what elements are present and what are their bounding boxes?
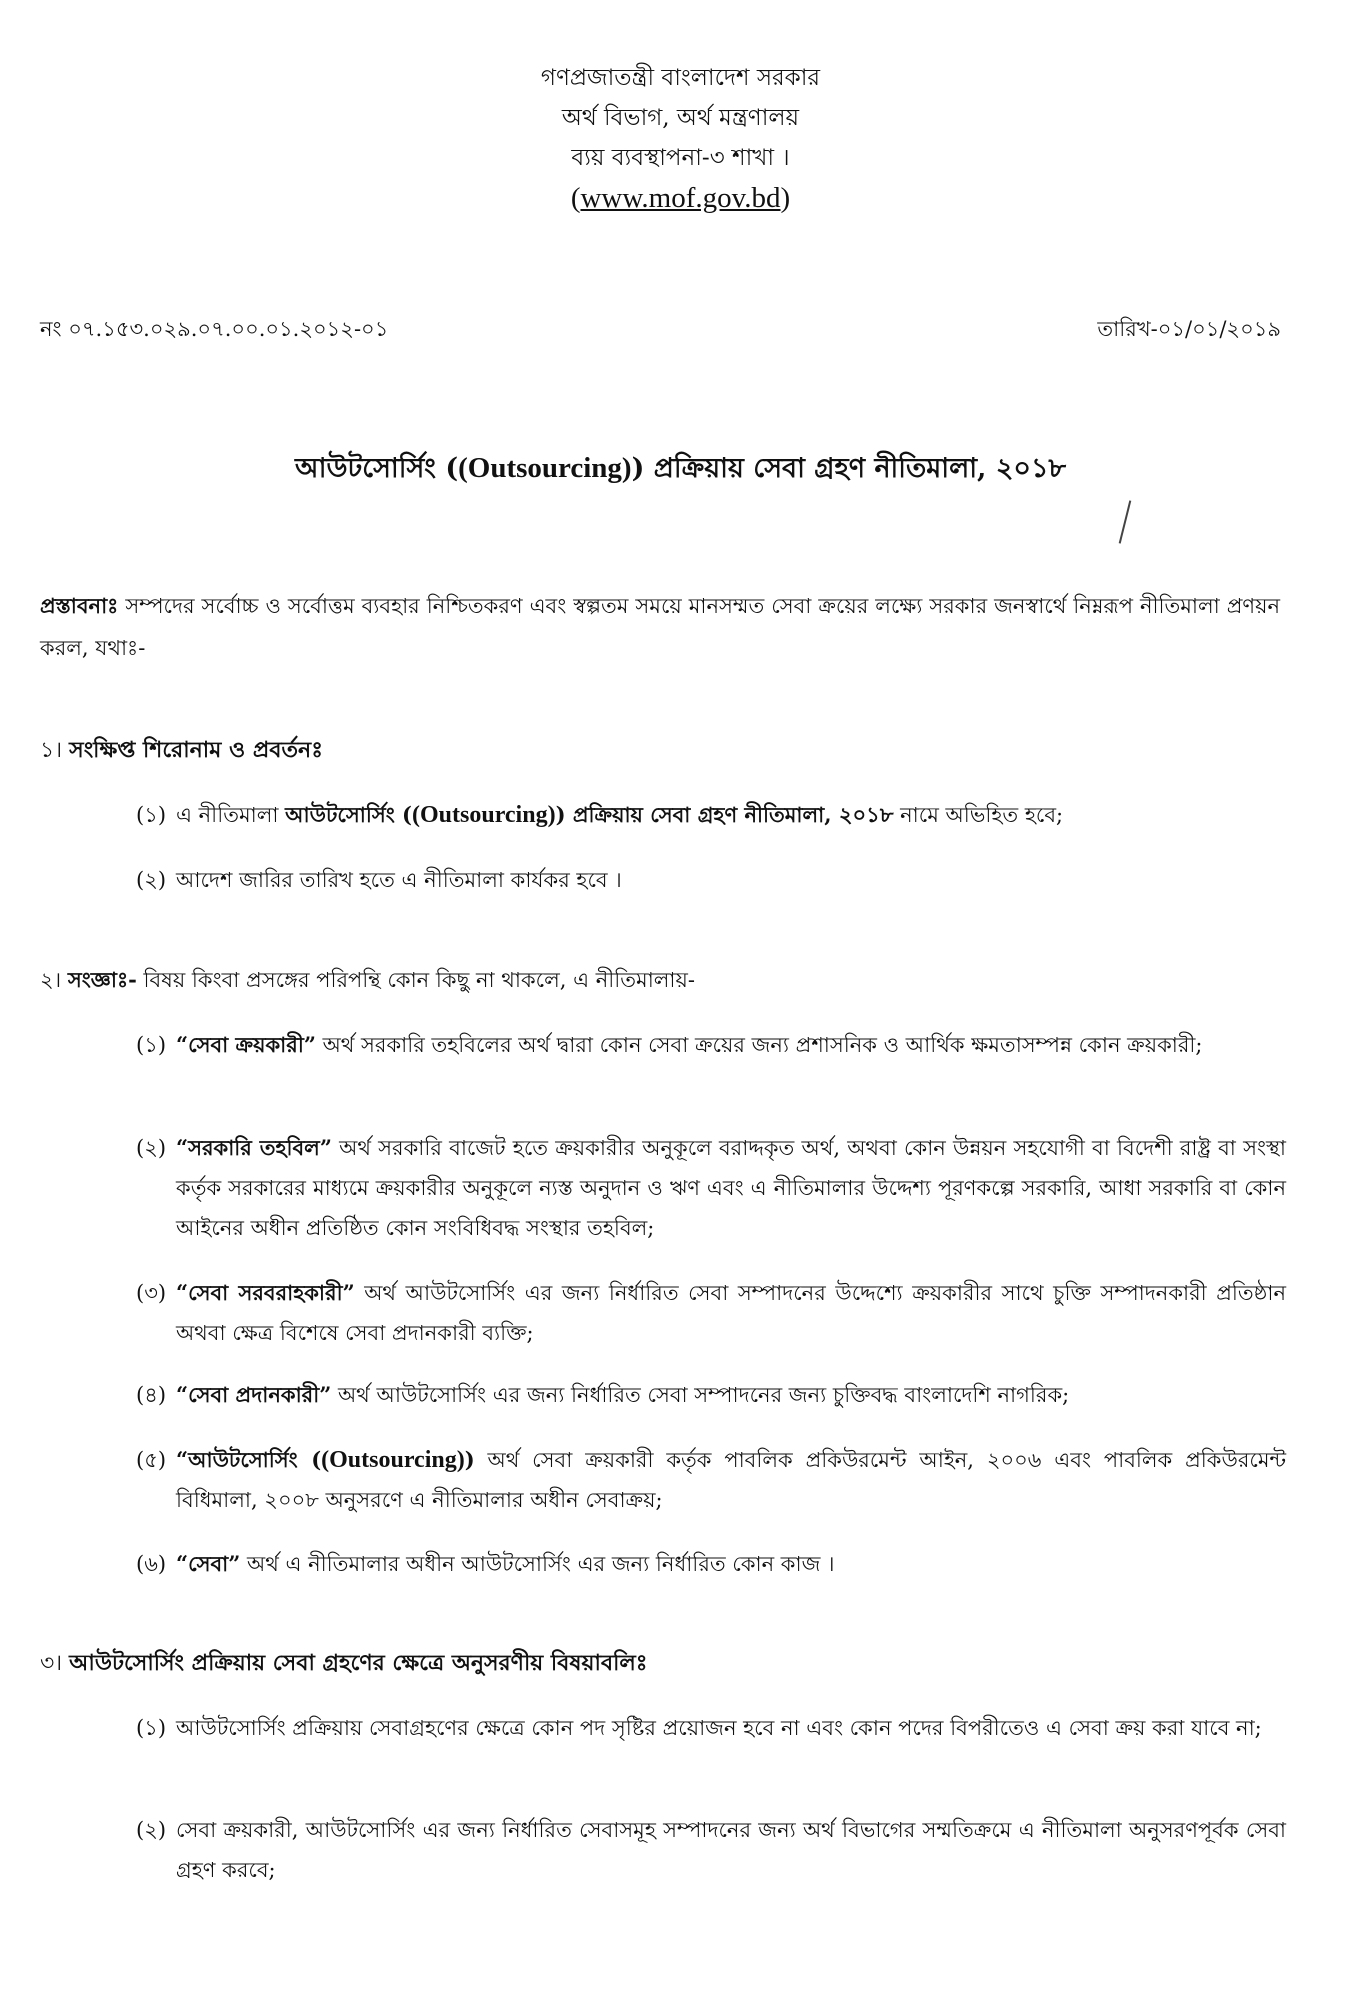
preamble-label: প্রস্তাবনাঃ (40, 593, 119, 618)
website-link[interactable]: www.mof.gov.bd (580, 182, 781, 214)
section-3-heading: ৩। আউটসোর্সিং প্রক্রিয়ায় সেবা গ্রহণের ক্ষেত্রে অনুসরণীয় বিষয়াবলিঃ (40, 1650, 648, 1676)
definition-government-fund: (২) “সরকারি তহবিল” অর্থ সরকারি বাজেট হতে ক্রয়কারীর অনুকূলে বরাদ্দকৃত অর্থ, অথবা কোন উন্নয়ন সহযোগী বা বিদেশী রাষ্ট্র বা সংস্থা কর্তৃক সরকারের মাধ্যমে ক্রয়কারীর অনুকূলে ন্যস্ত অনুদান ও ঋণ এবং এ নীতিমালার উদ্দেশ্য পূরণকল্পে সরকারি, আধা সরকারি বা কোন আইনের অধীন প্রতিষ্ঠিত কোন সংবিধিবদ্ধ সংস্থার তহবিল; (136, 1135, 1286, 1240)
definition-service-supplier: (৩) “সেবা সরবরাহকারী” অর্থ আউটসোর্সিং এর জন্য নির্ধারিত সেবা সম্পাদনের উদ্দেশ্যে ক্রয়কারীর সাথে চুক্তি সম্পাদনকারী প্রতিষ্ঠান অথবা ক্ষেত্র বিশেষে সেবা প্রদানকারী ব্যক্তি; (136, 1280, 1286, 1345)
website-line: (www.mof.gov.bd) (570, 182, 791, 214)
pen-mark (1119, 500, 1132, 543)
section-3-item-2: (২) সেবা ক্রয়কারী, আউটসোর্সিং এর জন্য নির্ধারিত সেবাসমূহ সম্পাদনের জন্য অর্থ বিভাগের সম্মতিক্রমে এ নীতিমালা অনুসরণপূর্বক সেবা গ্রহণ করবে; (136, 1818, 1286, 1882)
definition-outsourcing: (৫) “আউটসোর্সিং ((Outsourcing)) অর্থ সেবা ক্রয়কারী কর্তৃক পাবলিক প্রকিউরমেন্ট আইন, ২০০৬ এবং পাবলিক প্রকিউরমেন্ট বিধিমালা, ২০০৮ অনুসরণে এ নীতিমালার অধীন সেবাক্রয়; (136, 1447, 1287, 1512)
branch-name: ব্যয় ব্যবস্থাপনা-৩ শাখা । (571, 145, 790, 171)
section-1-item-1: (১) এ নীতিমালা আউটসোর্সিং ((Outsourcing)) প্রক্রিয়ায় সেবা গ্রহণ নীতিমালা, ২০১৮ নামে অভিহিত হবে; (136, 802, 1064, 828)
section-2-heading: ২। সংজ্ঞাঃ- বিষয় কিংবা প্রসঙ্গের পরিপন্থি কোন কিছু না থাকলে, এ নীতিমালায়- (40, 967, 695, 992)
division-name: অর্থ বিভাগ, অর্থ মন্ত্রণালয় (561, 105, 800, 131)
preamble-text: সম্পদের সর্বোচ্চ ও সর্বোত্তম ব্যবহার নিশ্চিতকরণ এবং স্বল্পতম সময়ে মানসম্মত সেবা ক্রয়ের লক্ষ্যে সরকার জনস্বার্থে নিম্নরূপ নীতিমালা প্রণয়ন করল, যথাঃ- (40, 594, 1280, 660)
section-1-heading: ১। সংক্ষিপ্ত শিরোনাম ও প্রবর্তনঃ (40, 737, 323, 763)
memo-date: তারিখ-০১/০১/২০১৯ (1097, 317, 1281, 341)
section-1-item-2: (২) আদেশ জারির তারিখ হতে এ নীতিমালা কার্যকর হবে । (136, 868, 622, 892)
memo-number: নং ০৭.১৫৩.০২৯.০৭.০০.০১.২০১২-০১ (40, 317, 389, 341)
definition-service-buyer: (১) “সেবা ক্রয়কারী” অর্থ সরকারি তহবিলের অর্থ দ্বারা কোন সেবা ক্রয়ের জন্য প্রশাসনিক ও আর্থিক ক্ষমতাসম্পন্ন কোন ক্রয়কারী; (136, 1032, 1203, 1057)
government-name: গণপ্রজাতন্ত্রী বাংলাদেশ সরকার (540, 65, 821, 91)
document-title: আউটসোর্সিং ((Outsourcing)) প্রক্রিয়ায় সেবা গ্রহণ নীতিমালা, ২০১৮ (295, 452, 1066, 484)
definition-service: (৬) “সেবা” অর্থ এ নীতিমালার অধীন আউটসোর্সিং এর জন্য নির্ধারিত কোন কাজ । (136, 1551, 835, 1576)
section-3-item-1: (১) আউটসোর্সিং প্রক্রিয়ায় সেবাগ্রহণের ক্ষেত্রে কোন পদ সৃষ্টির প্রয়োজন হবে না এবং কোন পদের বিপরীতেও এ সেবা ক্রয় করা যাবে না; (136, 1716, 1262, 1740)
letterhead (0, 58, 1361, 218)
definition-service-provider: (৪) “সেবা প্রদানকারী” অর্থ আউটসোর্সিং এর জন্য নির্ধারিত সেবা সম্পাদনের জন্য চুক্তিবদ্ধ বাংলাদেশি নাগরিক; (136, 1382, 1070, 1407)
preamble (40, 585, 1280, 669)
